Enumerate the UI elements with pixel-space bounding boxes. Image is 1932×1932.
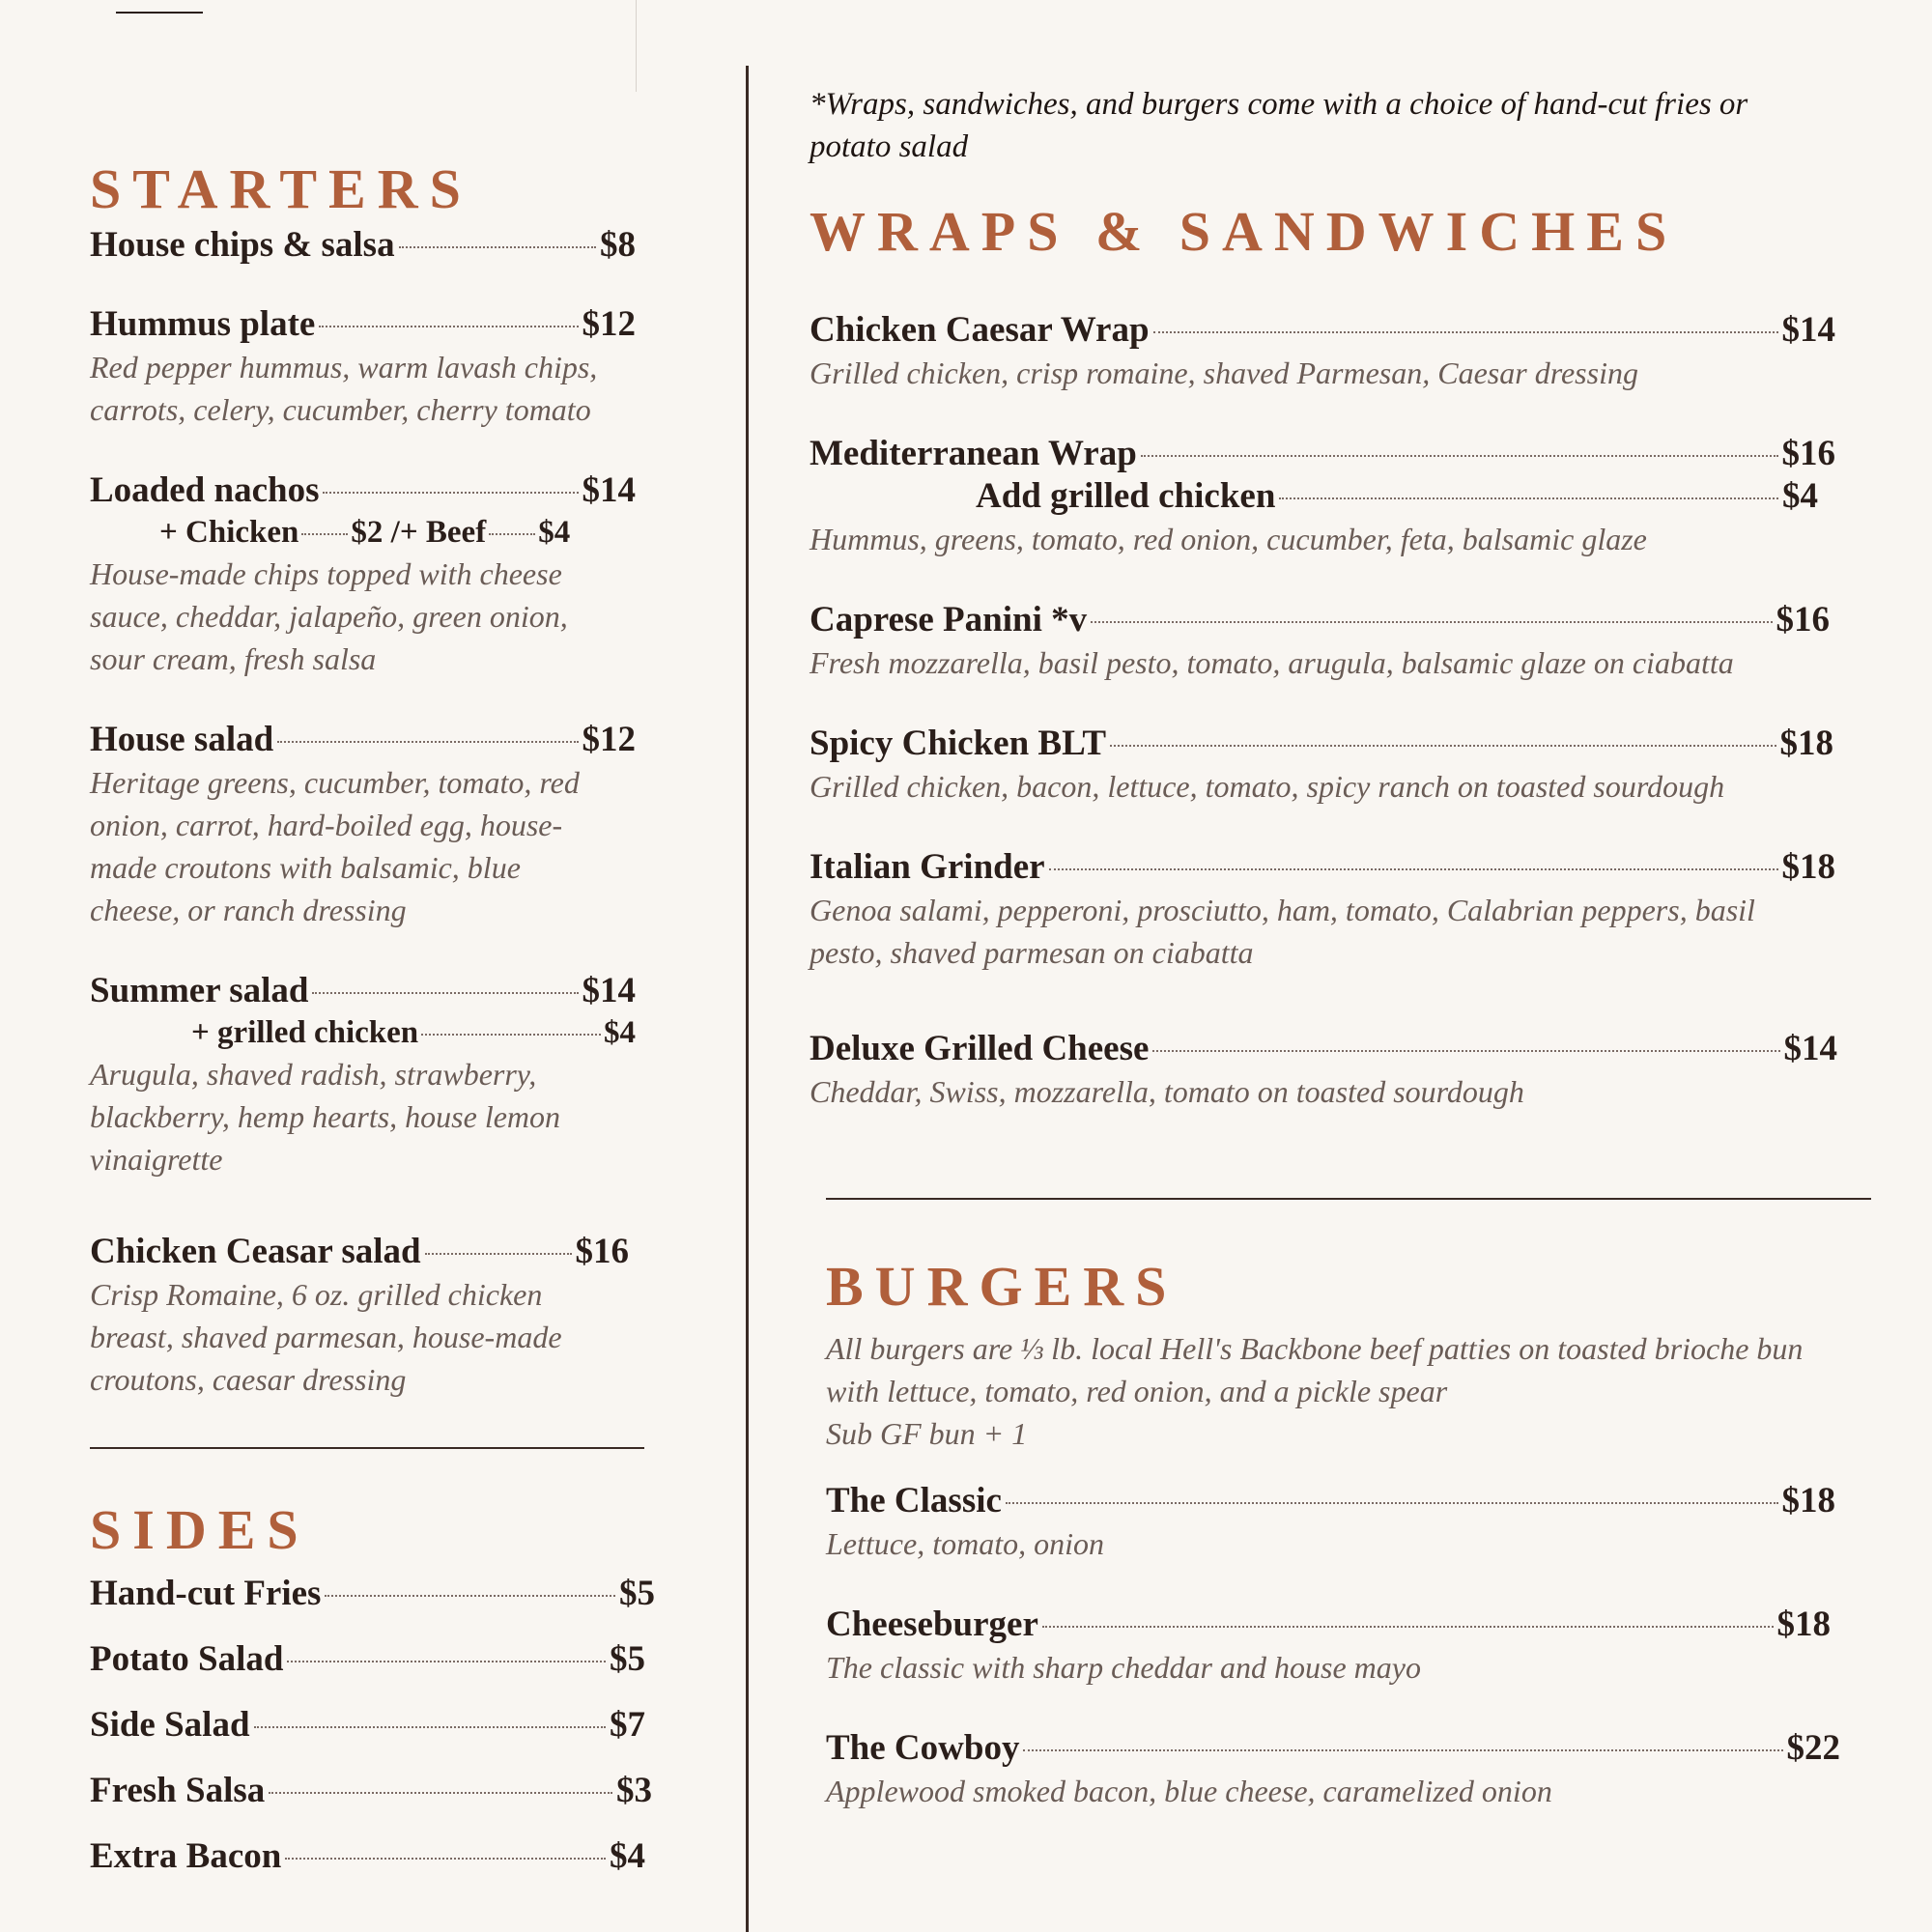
addon-name: + Beef xyxy=(399,515,487,550)
dot-leader xyxy=(489,533,535,535)
gf-note: Sub GF bun + 1 xyxy=(826,1416,1028,1451)
addon-row xyxy=(90,1012,636,1053)
item-name: Potato Salad xyxy=(90,1639,284,1679)
item-name: Deluxe Grilled Cheese xyxy=(810,1029,1150,1068)
item-description: Hummus, greens, tomato, red onion, cucumber, feta, balsamic glaze xyxy=(810,522,1647,556)
item-description: Lettuce, tomato, onion xyxy=(826,1526,1104,1561)
item-description: Red pepper hummus, warm lavash chips, carrots, celery, cucumber, cherry tomato xyxy=(90,350,598,427)
dot-leader xyxy=(1152,1050,1779,1052)
item-description: Crisp Romaine, 6 oz. grilled chicken breast, shaved parmesan, house-made croutons, caesar dressing xyxy=(90,1277,562,1397)
addon-row xyxy=(810,475,1818,518)
item-name: Caprese Panini *v xyxy=(810,600,1088,639)
item-name: The Classic xyxy=(826,1481,1002,1520)
item-name: Chicken Caesar Wrap xyxy=(810,310,1150,350)
item-description: House-made chips topped with cheese sauce, cheddar, jalapeño, green onion, sour cream, fresh salsa xyxy=(90,556,568,676)
dot-leader xyxy=(325,1595,615,1597)
item-name: House chips & salsa xyxy=(90,225,395,265)
item-description: Heritage greens, cucumber, tomato, red onion, carrot, hard-boiled egg, house-made croutons with balsamic, blue cheese, or ranch dressing xyxy=(90,765,580,927)
menu-item xyxy=(90,1638,645,1681)
menu-item xyxy=(90,469,650,680)
item-price: $5 xyxy=(619,1574,655,1613)
item-description: Cheddar, Swiss, mozzarella, tomato on toasted sourdough xyxy=(810,1074,1524,1109)
menu-item xyxy=(810,309,1838,394)
section-divider xyxy=(826,1198,1871,1200)
item-description: Applewood smoked bacon, blue cheese, caramelized onion xyxy=(826,1774,1552,1808)
addon-price: $4 xyxy=(538,515,571,550)
item-price: $16 xyxy=(1781,434,1835,473)
addon-price: $2 / xyxy=(351,515,400,550)
dot-leader xyxy=(1091,621,1772,623)
burgers-section xyxy=(826,1252,1838,1812)
menu-item xyxy=(826,1727,1838,1812)
menu-item xyxy=(826,1480,1838,1565)
item-price: $18 xyxy=(1776,1605,1831,1644)
burgers-intro: All burgers are ⅓ lb. local Hell's Backbone beef patties on toasted brioche bun with lettuce, tomato, red onion, and a pickle spear xyxy=(826,1331,1804,1408)
menu-item xyxy=(826,1604,1838,1689)
item-description: Grilled chicken, bacon, lettuce, tomato, spicy ranch on toasted sourdough xyxy=(810,769,1725,804)
section-divider xyxy=(90,1447,644,1449)
item-price: $3 xyxy=(616,1771,652,1810)
dot-leader xyxy=(1153,331,1778,333)
top-edge-rule xyxy=(636,0,637,92)
menu-item xyxy=(810,433,1838,560)
dot-leader xyxy=(301,533,348,535)
dot-leader xyxy=(1023,1749,1782,1751)
item-description: Grilled chicken, crisp romaine, shaved Parmesan, Caesar dressing xyxy=(810,355,1638,390)
item-price: $22 xyxy=(1786,1728,1840,1768)
menu-item xyxy=(90,719,650,931)
sides-title: SIDES xyxy=(90,1498,310,1561)
menu-item xyxy=(90,970,650,1180)
item-name: Chicken Ceasar salad xyxy=(90,1232,421,1271)
dot-leader xyxy=(312,992,578,994)
item-description: Arugula, shaved radish, strawberry, blackberry, hemp hearts, house lemon vinaigrette xyxy=(90,1057,561,1177)
dot-leader xyxy=(1042,1626,1774,1628)
dot-leader xyxy=(254,1726,606,1728)
item-name: Summer salad xyxy=(90,971,309,1010)
item-name: Mediterranean Wrap xyxy=(810,434,1137,473)
menu-item xyxy=(90,1835,645,1878)
dot-leader xyxy=(425,1253,572,1255)
item-description: Fresh mozzarella, basil pesto, tomato, arugula, balsamic glaze on ciabatta xyxy=(810,645,1734,680)
addon-name: + grilled chicken xyxy=(191,1015,419,1050)
top-edge-mark xyxy=(116,0,203,14)
dot-leader xyxy=(1141,455,1778,457)
item-price: $16 xyxy=(1776,600,1830,639)
addon-price: $4 xyxy=(1782,476,1818,516)
item-price: $18 xyxy=(1779,724,1833,763)
item-price: $12 xyxy=(582,720,636,759)
dot-leader xyxy=(1279,497,1778,499)
item-name: House salad xyxy=(90,720,274,759)
menu-item xyxy=(810,846,1838,974)
item-price: $12 xyxy=(582,304,636,344)
column-divider xyxy=(746,66,749,1932)
item-name: Cheeseburger xyxy=(826,1605,1038,1644)
menu-item xyxy=(90,303,650,431)
menu-item xyxy=(90,1231,650,1401)
menu-item xyxy=(810,1028,1838,1113)
dot-leader xyxy=(277,741,578,743)
item-name: Fresh Salsa xyxy=(90,1771,266,1810)
item-name: Extra Bacon xyxy=(90,1836,282,1876)
menu-item xyxy=(90,1770,652,1812)
right-column xyxy=(810,83,1838,1812)
addon-price: $4 xyxy=(604,1015,636,1050)
burgers-title: BURGERS xyxy=(826,1255,1179,1318)
dot-leader xyxy=(319,326,578,327)
dot-leader xyxy=(1049,868,1778,870)
item-name: Hummus plate xyxy=(90,304,316,344)
item-name: Loaded nachos xyxy=(90,470,320,510)
item-price: $16 xyxy=(575,1232,629,1271)
item-price: $18 xyxy=(1781,1481,1835,1520)
item-price: $14 xyxy=(1781,310,1835,350)
item-price: $14 xyxy=(582,971,636,1010)
item-price: $8 xyxy=(600,225,636,265)
menu-item xyxy=(90,224,650,267)
dot-leader xyxy=(323,492,578,494)
item-price: $7 xyxy=(610,1705,645,1745)
dot-leader xyxy=(1006,1502,1778,1504)
addon-name: + Chicken xyxy=(159,515,299,550)
wraps-title: WRAPS & SANDWICHES xyxy=(810,200,1679,263)
item-price: $18 xyxy=(1781,847,1835,887)
menu-item xyxy=(810,599,1838,684)
item-name: The Cowboy xyxy=(826,1728,1020,1768)
dot-leader xyxy=(287,1661,606,1662)
dot-leader xyxy=(269,1792,612,1794)
dot-leader xyxy=(1110,745,1776,747)
dot-leader xyxy=(285,1858,606,1860)
menu-note: *Wraps, sandwiches, and burgers come with a choice of hand-cut fries or potato salad xyxy=(810,87,1748,164)
addon-name: Add grilled chicken xyxy=(976,476,1276,516)
item-price: $5 xyxy=(610,1639,645,1679)
item-price: $14 xyxy=(1783,1029,1837,1068)
addon-row xyxy=(90,512,650,553)
menu-item xyxy=(90,1573,655,1615)
left-column xyxy=(90,155,655,1878)
starters-title: STARTERS xyxy=(90,157,472,220)
item-description: The classic with sharp cheddar and house mayo xyxy=(826,1650,1421,1685)
item-name: Spicy Chicken BLT xyxy=(810,724,1107,763)
item-price: $14 xyxy=(582,470,636,510)
item-name: Side Salad xyxy=(90,1705,250,1745)
dot-leader xyxy=(421,1034,601,1036)
dot-leader xyxy=(399,246,596,248)
item-price: $4 xyxy=(610,1836,645,1876)
item-description: Genoa salami, pepperoni, prosciutto, ham, tomato, Calabrian peppers, basil pesto, shaved parmesan on ciabatta xyxy=(810,893,1755,970)
item-name: Italian Grinder xyxy=(810,847,1045,887)
menu-item xyxy=(810,723,1838,808)
item-name: Hand-cut Fries xyxy=(90,1574,322,1613)
menu-item xyxy=(90,1704,645,1747)
